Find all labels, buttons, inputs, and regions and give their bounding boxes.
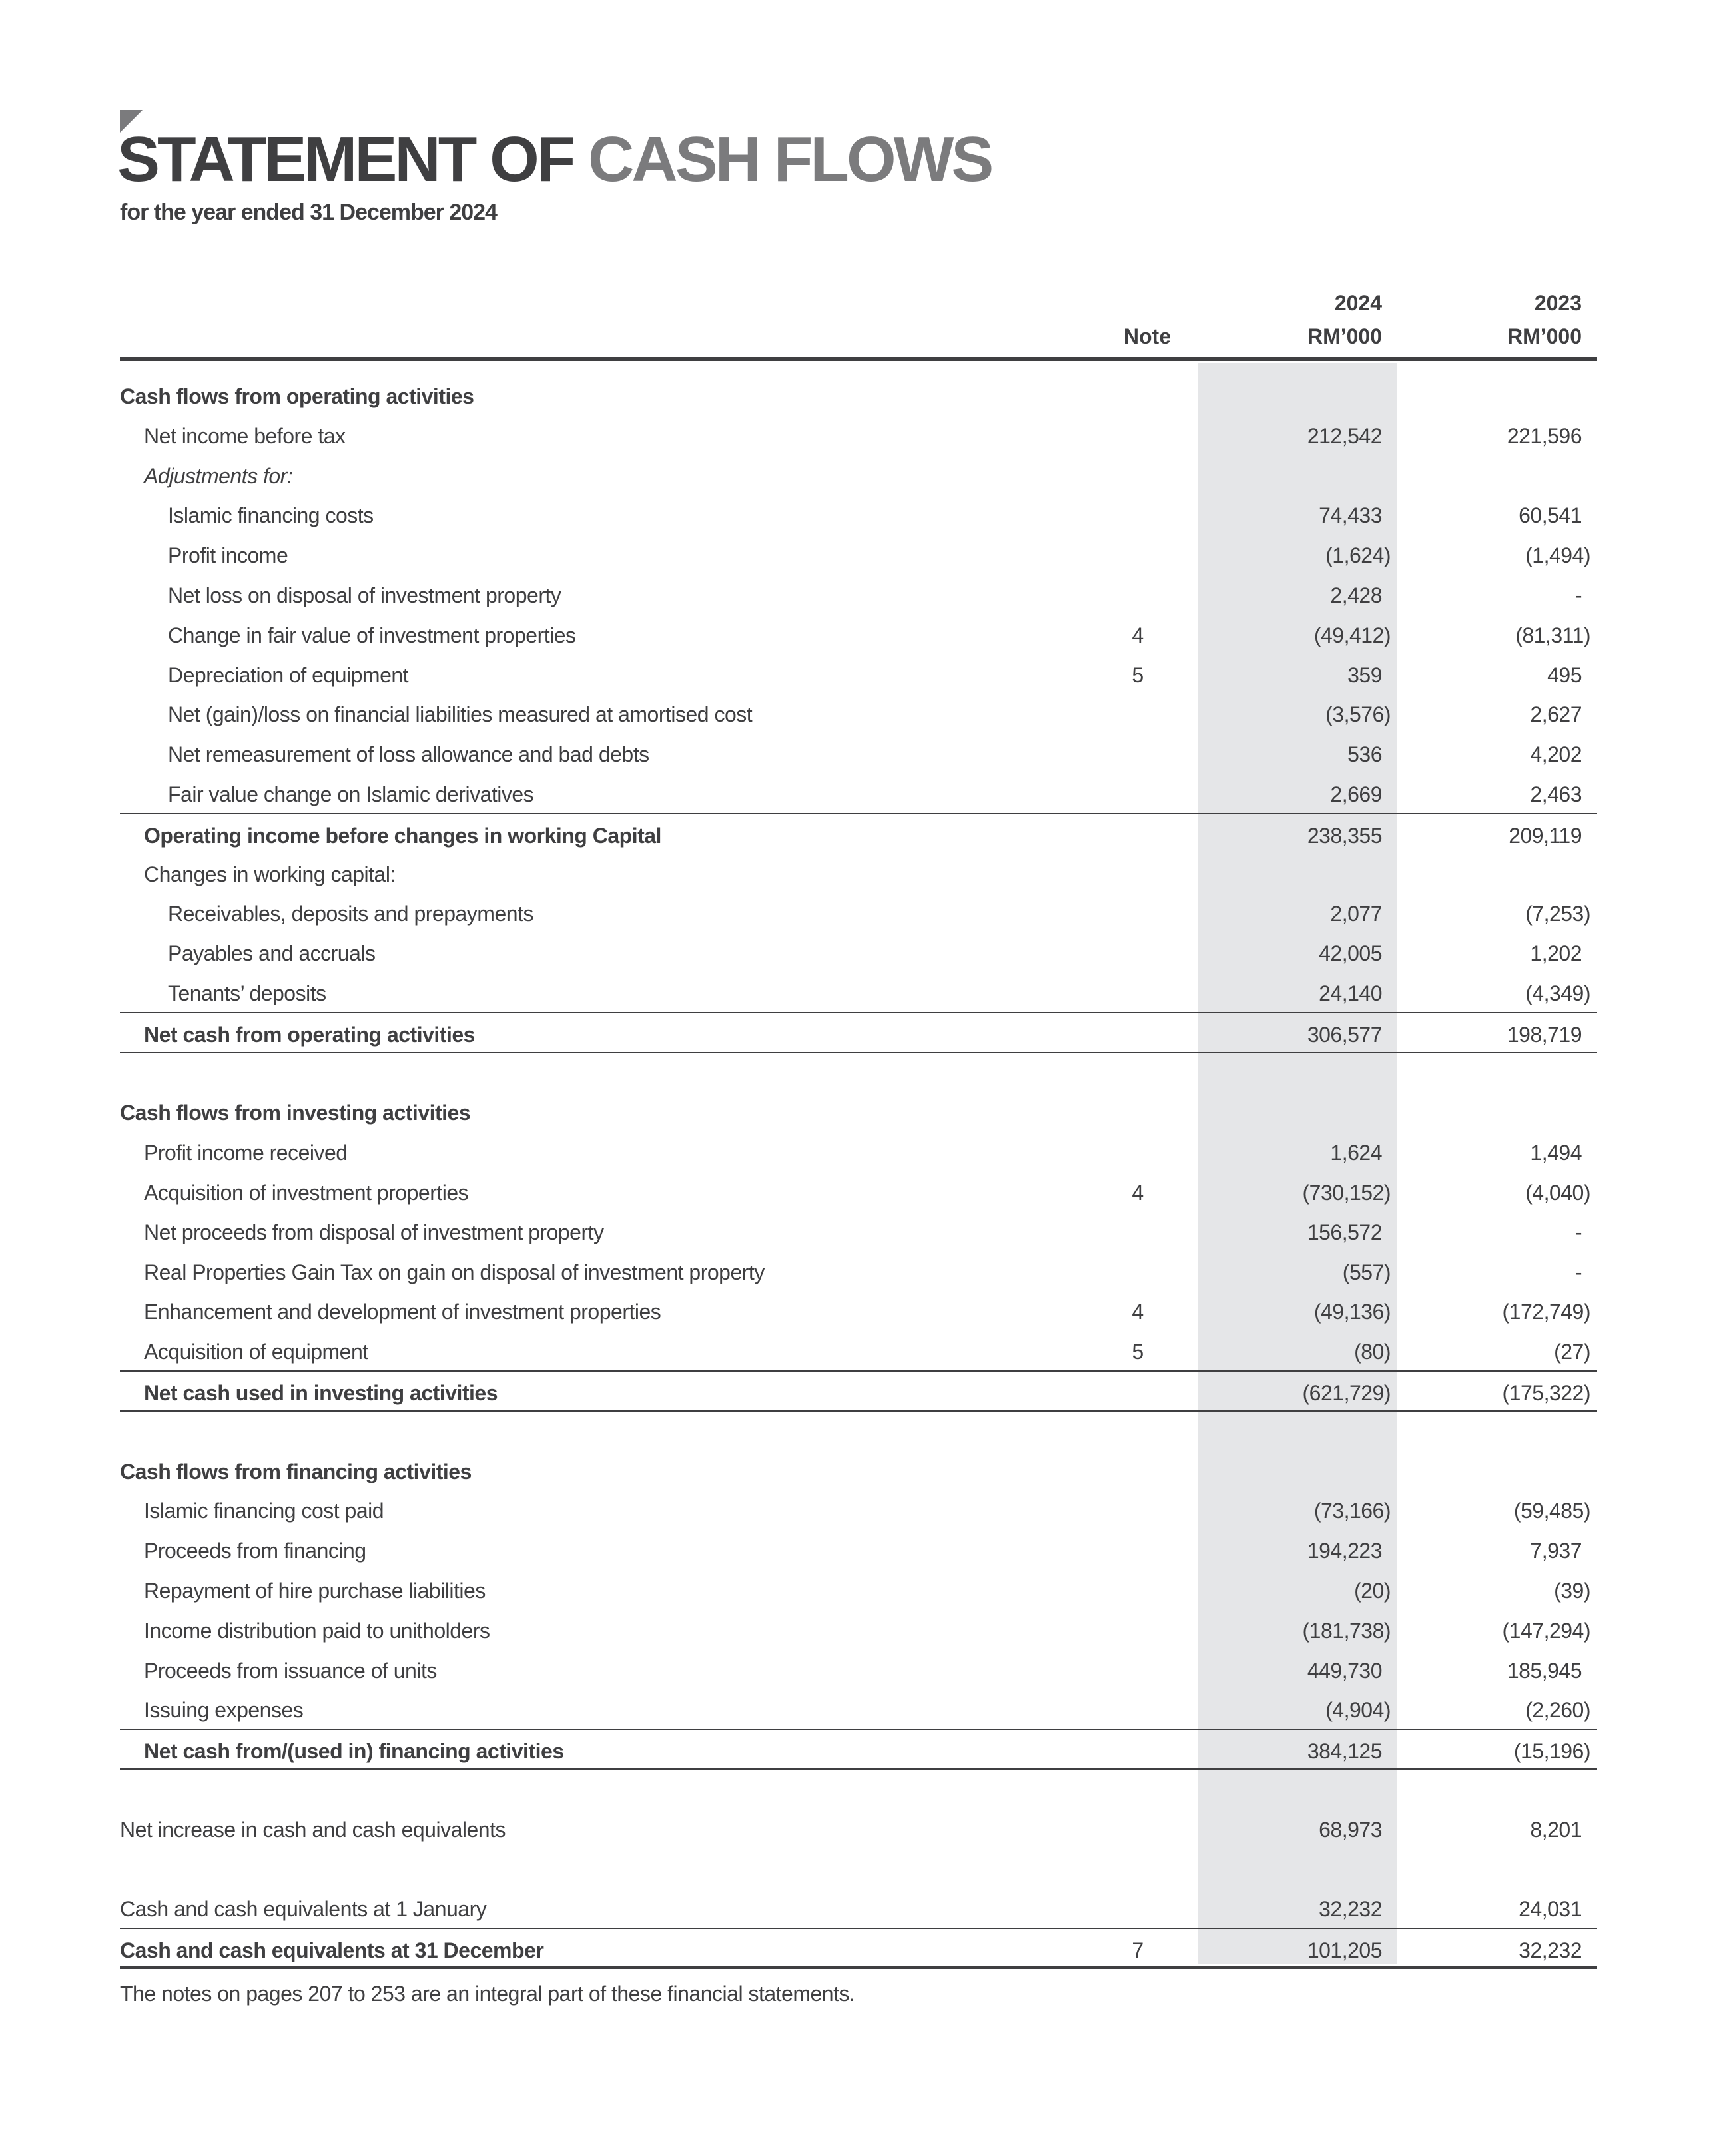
row-label: Net remeasurement of loss allowance and bad debts [168,742,649,767]
value-2024: 536 [1347,742,1382,767]
row-label: Net cash from/(used in) financing activities [144,1739,564,1764]
value-2023: 185,945 [1507,1658,1582,1683]
value-2024: 449,730 [1307,1658,1382,1683]
value-2024: (557) [1342,1260,1391,1284]
value-2024: 359 [1347,663,1382,687]
row-label: Islamic financing cost paid [144,1499,384,1523]
table-row [120,614,1597,654]
row-label: Changes in working capital: [144,862,396,886]
value-2024: (49,412) [1313,623,1391,647]
note-reference: 4 [1132,1300,1144,1324]
table-row [120,534,1597,574]
value-2024: 2,428 [1330,583,1382,607]
value-2024: 24,140 [1319,981,1382,1005]
value-2023: (81,311) [1515,623,1590,647]
value-2024: 212,542 [1307,423,1382,448]
value-2024: (73,166) [1313,1499,1391,1523]
row-label: Operating income before changes in working Capital [144,823,661,848]
value-2023: (147,294) [1502,1618,1590,1643]
value-2023: (2,260) [1525,1698,1590,1723]
value-2024: (730,152) [1302,1181,1391,1205]
value-2024: (3,576) [1325,702,1391,727]
value-2023: (15,196) [1513,1739,1590,1764]
table-row [120,1888,1597,1928]
value-2023: (175,322) [1502,1381,1590,1405]
table-row [120,853,1597,893]
value-2023: 209,119 [1509,823,1582,848]
table-row [120,1808,1597,1848]
row-label: Real Properties Gain Tax on gain on disposal of investment property [144,1260,765,1284]
value-2024: 1,624 [1330,1141,1382,1165]
title-part-2: CASH FLOWS [588,124,992,195]
note-reference: 5 [1132,663,1144,687]
row-label: Acquisition of investment properties [144,1181,469,1205]
value-2024: (621,729) [1302,1381,1391,1405]
unit-2024-header: RM’000 [1307,324,1382,348]
value-2024: 68,973 [1319,1817,1382,1842]
value-2023: 4,202 [1530,742,1582,767]
table-row [120,1330,1597,1370]
value-2023: (59,485) [1513,1499,1590,1523]
value-2023: 221,596 [1507,423,1582,448]
row-label: Islamic financing costs [168,503,374,528]
row-label: Adjustments for: [144,463,293,488]
table-row [120,1649,1597,1689]
table-row [120,1529,1597,1569]
value-2024: 384,125 [1307,1739,1382,1764]
note-reference: 5 [1132,1340,1144,1364]
spacer-row [120,1768,1597,1808]
value-2024: 156,572 [1307,1220,1382,1244]
value-2024: (181,738) [1302,1618,1391,1643]
value-2023: 2,627 [1530,702,1582,727]
row-label: Cash flows from operating activities [120,384,474,408]
row-label: Net loss on disposal of investment property [168,583,561,607]
note-reference: 7 [1132,1938,1144,1963]
spacer-row [120,1052,1597,1092]
value-2024: 2,669 [1330,782,1382,806]
value-2023: (27) [1554,1340,1590,1364]
spacer-row [120,1410,1597,1450]
row-label: Income distribution paid to unitholders [144,1618,490,1643]
value-2024: 32,232 [1319,1897,1382,1922]
table-row [120,1251,1597,1291]
value-2023: - [1574,583,1582,607]
value-2024: 194,223 [1307,1539,1382,1563]
value-2023: 495 [1547,663,1582,687]
value-2024: (20) [1354,1579,1391,1603]
page-title [117,124,992,195]
total-row [120,1012,1597,1053]
value-2024: 2,077 [1330,902,1382,926]
row-label: Enhancement and development of investment properties [144,1300,661,1324]
value-2024: 74,433 [1319,503,1382,528]
total-row [120,1729,1597,1770]
row-label: Net increase in cash and cash equivalents [120,1817,506,1842]
table-row [120,1689,1597,1729]
table-row [120,1211,1597,1251]
row-label: Net cash from operating activities [144,1022,475,1047]
table-row [120,932,1597,972]
value-2023: (7,253) [1525,902,1590,926]
value-2023: 1,494 [1530,1141,1582,1165]
table-row [120,1171,1597,1211]
total-row [120,1370,1597,1412]
note-reference: 4 [1132,623,1144,647]
row-label: Proceeds from issuance of units [144,1658,437,1683]
row-label: Repayment of hire purchase liabilities [144,1579,486,1603]
table-row [120,773,1597,813]
year-2023-header: 2023 [1534,291,1582,315]
table-row [120,1489,1597,1529]
value-2024: (49,136) [1313,1300,1391,1324]
row-label: Proceeds from financing [144,1539,366,1563]
value-2024: 101,205 [1307,1938,1382,1963]
row-label: Profit income received [144,1141,348,1165]
table-row [120,892,1597,932]
note-column-header: Note [1123,324,1171,348]
table-row [120,574,1597,614]
value-2023: (172,749) [1502,1300,1590,1324]
footnote: The notes on pages 207 to 253 are an integral part of these financial statements. [120,1982,855,2006]
table-row [120,415,1597,455]
section-heading-row [120,375,1597,415]
value-2023: 8,201 [1530,1817,1582,1842]
table-row [120,1609,1597,1649]
title-part-1: STATEMENT OF [117,124,573,195]
value-2023: (39) [1554,1579,1590,1603]
row-label: Payables and accruals [168,942,376,966]
value-2023: 198,719 [1507,1022,1582,1047]
table-row [120,494,1597,534]
table-row [120,1290,1597,1330]
section-heading-row [120,1450,1597,1490]
row-label: Cash flows from investing activities [120,1101,471,1125]
table-row [120,455,1597,495]
row-label: Profit income [168,543,288,568]
value-2024: (4,904) [1325,1698,1391,1723]
spacer-row [120,1848,1597,1888]
row-label: Fair value change on Islamic derivatives [168,782,534,806]
row-label: Net income before tax [144,423,346,448]
row-label: Net (gain)/loss on financial liabilities measured at amortised cost [168,702,753,727]
value-2023: - [1574,1220,1582,1244]
header-rule [120,357,1597,361]
total-row [120,1928,1597,1969]
value-2023: - [1574,1260,1582,1284]
row-label: Issuing expenses [144,1698,304,1723]
row-label: Cash and cash equivalents at 31 December [120,1938,544,1963]
row-label: Depreciation of equipment [168,663,409,687]
value-2023: 24,031 [1519,1897,1582,1922]
section-heading-row [120,1091,1597,1131]
row-label: Acquisition of equipment [144,1340,368,1364]
total-row [120,813,1597,854]
table-row [120,1569,1597,1609]
table-row [120,733,1597,773]
value-2024: (1,624) [1325,543,1391,568]
value-2023: 60,541 [1519,503,1582,528]
row-label: Net cash used in investing activities [144,1381,498,1405]
unit-2023-header: RM’000 [1507,324,1582,348]
value-2023: (1,494) [1525,543,1590,568]
value-2023: 2,463 [1530,782,1582,806]
value-2023: 32,232 [1519,1938,1582,1963]
value-2023: 7,937 [1530,1539,1582,1563]
value-2024: 238,355 [1307,823,1382,848]
row-label: Cash flows from financing activities [120,1459,472,1483]
value-2024: (80) [1354,1340,1391,1364]
page-subtitle: for the year ended 31 December 2024 [120,200,497,225]
table-row [120,1131,1597,1171]
table-row [120,654,1597,694]
value-2024: 306,577 [1307,1022,1382,1047]
value-2024: 42,005 [1319,942,1382,966]
row-label: Cash and cash equivalents at 1 January [120,1897,487,1922]
value-2023: 1,202 [1530,942,1582,966]
year-2024-header: 2024 [1334,291,1382,315]
table-row [120,693,1597,733]
row-label: Net proceeds from disposal of investment property [144,1220,604,1244]
row-label: Tenants’ deposits [168,981,326,1005]
note-reference: 4 [1132,1181,1144,1205]
value-2023: (4,040) [1525,1181,1590,1205]
row-label: Change in fair value of investment properties [168,623,576,647]
table-row [120,972,1597,1012]
row-label: Receivables, deposits and prepayments [168,902,533,926]
value-2023: (4,349) [1525,981,1590,1005]
